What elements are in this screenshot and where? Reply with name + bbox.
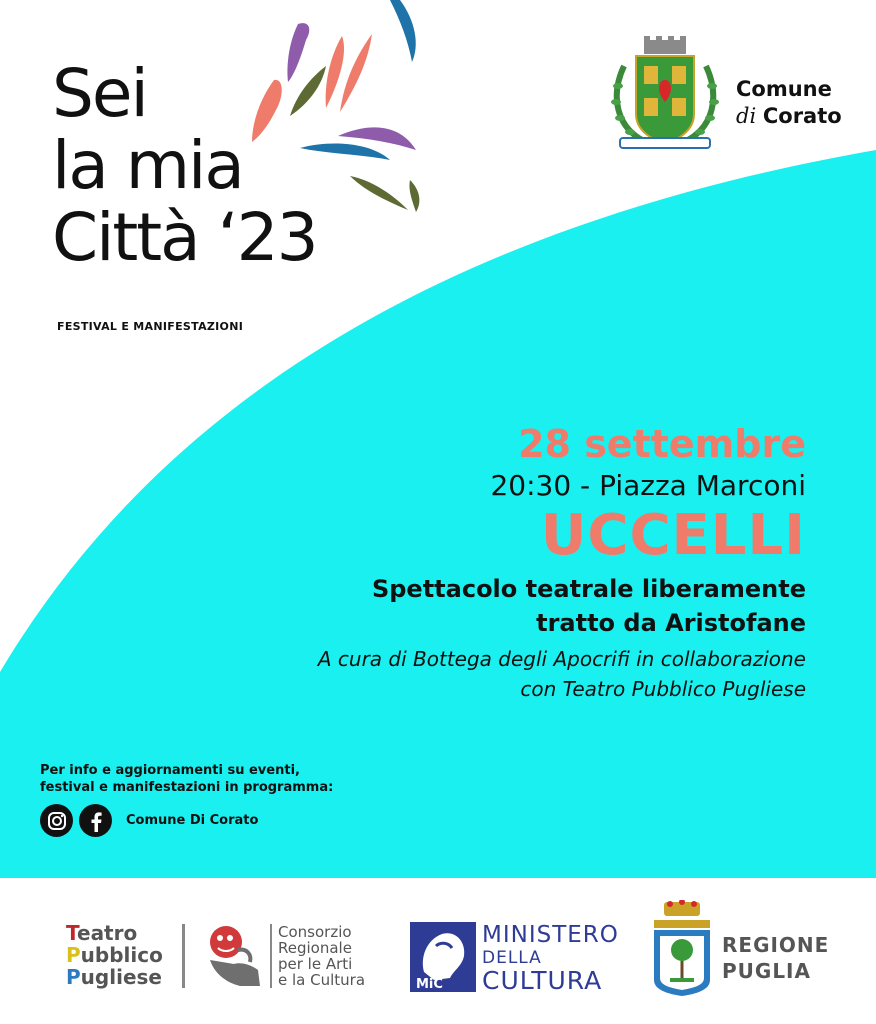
regione-puglia-label (722, 932, 829, 984)
tpp-t-initial: T (66, 921, 77, 945)
teatro-pubblico-pugliese-logo (66, 922, 163, 988)
ministero-cultura-label (482, 922, 619, 994)
info-line-1: Per info e aggiornamenti su eventi, (40, 763, 300, 778)
facebook-icon[interactable] (79, 804, 112, 837)
comune-label: Comune (736, 77, 832, 101)
event-date: 28 settembre (518, 422, 806, 466)
event-show-title: UCCELLI (540, 503, 806, 568)
event-description-line-1: Spettacolo teatrale liberamente (371, 575, 806, 603)
event-time-place: 20:30 - Piazza Marconi (490, 469, 806, 502)
event-description (246, 572, 806, 640)
theatre-masks-icon (200, 920, 266, 990)
consorzio-line-2: Regionale (278, 939, 352, 957)
social-links (40, 804, 258, 837)
mic-logo-text: MiC (416, 977, 443, 992)
comune-corato-crest-icon (606, 36, 724, 154)
event-credit-line-2: con Teatro Pubblico Pugliese (520, 677, 806, 701)
ministero-line-2: DELLA (482, 948, 542, 968)
info-line-2: festival e manifestazioni in programma: (40, 780, 334, 795)
comune-city-label: Corato (762, 104, 842, 128)
ministero-line-1: MINISTERO (482, 922, 619, 948)
regione-line-2: PUGLIA (722, 959, 811, 983)
tpp-t-rest: eatro (77, 921, 138, 945)
ministero-line-3: CULTURA (482, 966, 603, 995)
event-credit (246, 644, 806, 704)
title-line-1: Sei (52, 55, 147, 132)
social-handle[interactable]: Comune Di Corato (126, 813, 259, 828)
comune-di-corato-label (736, 76, 842, 130)
tpp-pu-rest: ugliese (80, 965, 162, 989)
tpp-p-rest: ubblico (80, 943, 163, 967)
consorzio-line-4: e la Cultura (278, 971, 366, 989)
tpp-p-initial: P (66, 943, 81, 967)
consorzio-label (278, 924, 365, 988)
consorzio-line-1: Consorzio (278, 923, 352, 941)
consorzio-line-3: per le Arti (278, 955, 353, 973)
sponsor-divider (182, 924, 185, 988)
event-details (246, 420, 806, 704)
event-description-line-2: tratto da Aristofane (536, 609, 806, 637)
instagram-icon[interactable] (40, 804, 73, 837)
comune-di-label: di (736, 104, 757, 128)
info-text (40, 762, 333, 796)
tpp-line-3 (66, 966, 163, 988)
festival-subtitle: FESTIVAL E MANIFESTAZIONI (57, 320, 244, 333)
sponsor-divider-2 (270, 924, 272, 988)
event-credit-line-1: A cura di Bottega degli Apocrifi in collaborazione (317, 647, 806, 671)
title-line-3: Città ‘23 (52, 199, 317, 276)
tpp-pu-initial: P (66, 965, 81, 989)
tpp-line-2 (66, 944, 163, 966)
mic-logo-icon (410, 922, 476, 992)
title-line-2: la mia (52, 127, 243, 204)
regione-puglia-crest-icon (652, 900, 712, 996)
comune-name-line (736, 103, 842, 130)
tpp-line-1 (66, 922, 163, 944)
festival-title (52, 55, 317, 276)
regione-line-1: REGIONE (722, 933, 830, 957)
